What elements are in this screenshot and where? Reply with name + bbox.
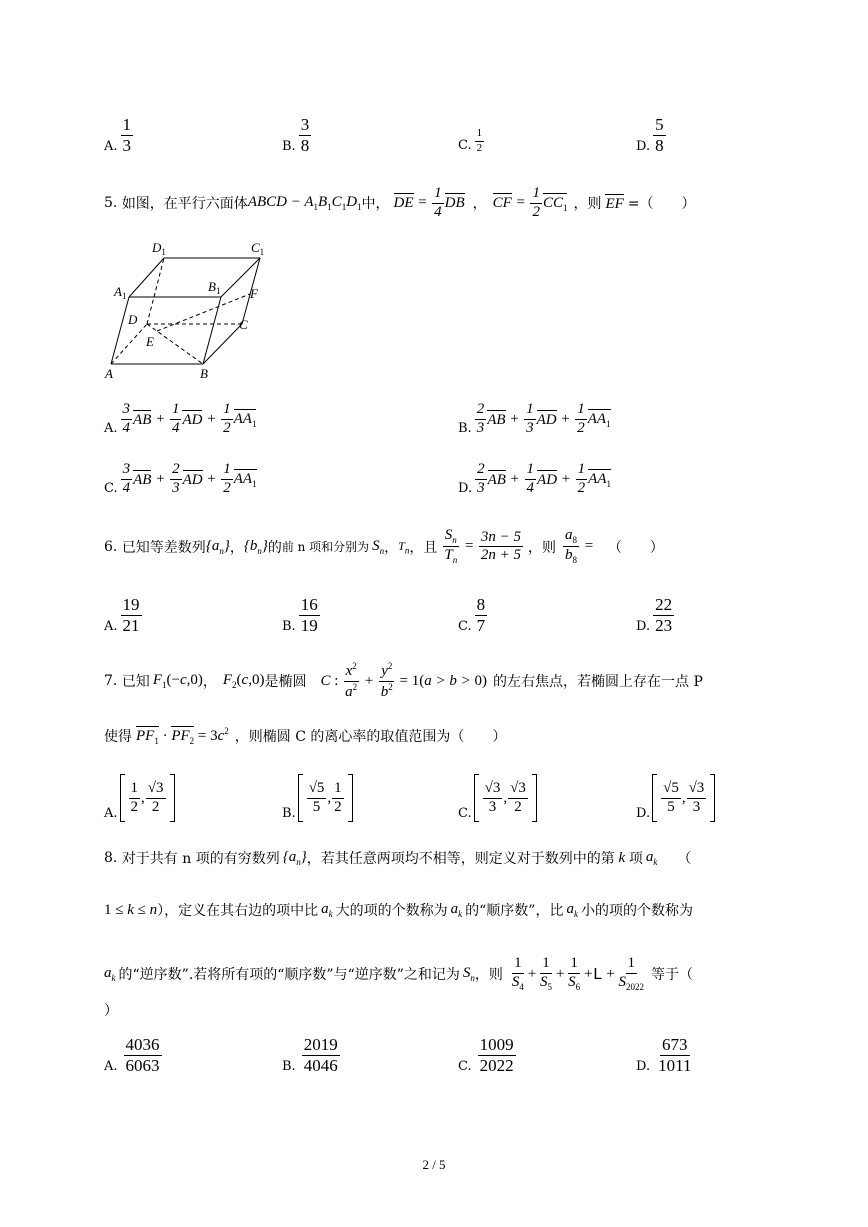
q6-option-a: A. $\frac{19}{21}$ bbox=[104, 595, 140, 635]
q8-stem-line3: $a_k$ 的“逆序数”.若将所有项的“顺序数”与“逆序数”之和记为 $S_n$ ，则 $\frac{1}{S_4}$ + $\frac{1}{S_5}$ + $\frac{1}{S_6}$ + L + $\frac{1}{S_{2022}}$ 等于（ bbox=[104, 955, 694, 992]
sequence-b: $\{b_n\}$ bbox=[243, 537, 268, 556]
vector-ef: EF bbox=[605, 195, 624, 212]
page-number: 2 / 5 bbox=[422, 1157, 446, 1172]
q4-option-c: C. $\frac{1}{2}$ bbox=[458, 127, 483, 154]
label-c: C bbox=[239, 317, 248, 332]
sequence-a: $\{a_n\}$ bbox=[282, 849, 307, 867]
q7-option-a: A. $\frac{1}{2}$ , $\frac{√3}{2}$ bbox=[104, 774, 175, 822]
vector-de-equation: DE = $\frac{1}{4}$ DB bbox=[393, 185, 465, 220]
dot-product-equation: $PF_1 \cdot PF_2 = 3c^2$ bbox=[136, 726, 229, 746]
q6-option-c: C. $\frac{8}{7}$ bbox=[458, 595, 486, 635]
q7-option-c: C. $\frac{√3}{3}$ , $\frac{√3}{2}$ bbox=[458, 774, 537, 822]
label-b1: $B_1$ bbox=[208, 279, 221, 296]
sequence-a: $\{a_n\}$ bbox=[205, 537, 230, 556]
parallelepiped-figure bbox=[100, 236, 280, 384]
label-f: F bbox=[250, 286, 258, 301]
label-a1: $A_1$ bbox=[114, 284, 127, 301]
q4-option-b: B. $\frac{3}{8}$ bbox=[282, 115, 310, 155]
q8-stem-line4: ） bbox=[104, 1003, 118, 1019]
fraction: $\frac{5}{8}$ bbox=[655, 115, 664, 155]
sum-t: $T_n$ bbox=[398, 538, 410, 556]
index-k: k bbox=[614, 849, 629, 866]
q8-option-d: D. $\frac{673}{1011}$ bbox=[636, 1035, 692, 1075]
label-a: A bbox=[105, 366, 113, 381]
vector-cf-equation: CF = $\frac{1}{2}$ $CC_1$ bbox=[492, 185, 568, 220]
fraction: $\frac{1}{3}$ bbox=[122, 115, 132, 155]
k-range: 1 ≤ k ≤ n bbox=[104, 901, 158, 918]
q5-stem: 5. 如图，在平行六面体 ABCD − $A_1B_1C_1D_1$ 中， DE = $\frac{1}{4}$ DB ， CF = $\frac{1}{2}$ $CC_1$ ，则 EF =（ ） bbox=[104, 185, 696, 220]
reciprocal-sum: $\frac{1}{S_4}$ + $\frac{1}{S_5}$ + $\frac{1}{S_6}$ + L + $\frac{1}{S_{2022}}$ bbox=[511, 955, 645, 992]
fraction: $\frac{3}{8}$ bbox=[300, 115, 310, 155]
label-c1: $C_1$ bbox=[251, 240, 265, 257]
label-d1: $D_1$ bbox=[152, 240, 166, 257]
q6-option-d: D. $\frac{22}{23}$ bbox=[636, 595, 673, 635]
q8-option-a: A. $\frac{4036}{6063}$ bbox=[104, 1035, 160, 1075]
label-b: B bbox=[200, 366, 208, 381]
q5-option-d: D. $\frac{2}{3}$ AB + $\frac{1}{4}$ AD + $\frac{1}{2}$ $AA_1$ bbox=[458, 461, 611, 496]
q8-stem: 8. 对于共有 n 项的有穷数列 $\{a_n\}$ ，若其任意两项均不相等，则定义对于数列中的第 k 项 $a_k$ （ bbox=[104, 849, 692, 867]
sum-s: $S_n$ bbox=[372, 537, 385, 556]
q4-option-d: D. $\frac{5}{8}$ bbox=[636, 115, 664, 155]
ellipse-equation: C : $\frac{x^2}{a^2}$ + $\frac{y^2}{b^2}$ = 1( a > b > 0) bbox=[320, 661, 487, 700]
fraction: $\frac{1}{2}$ bbox=[476, 127, 483, 154]
q6-stem: 6. 已知等差数列 $\{a_n\}$ ， $\{b_n\}$ 的 前 n 项和分别为 $S_n$ ， $T_n$ ，且 $\frac{S_n}{T_n}$ = $\frac{3n - 5}{2n + 5}$ ，则 $\frac{a_8}{b_8}$ = （ ） bbox=[104, 527, 664, 566]
q5-option-a: A. $\frac{3}{4}$ AB + $\frac{1}{4}$ AD + $\frac{1}{2}$ $AA_1$ bbox=[104, 401, 257, 436]
q5-option-c: C. $\frac{3}{4}$ AB + $\frac{2}{3}$ AD + $\frac{1}{2}$ $AA_1$ bbox=[104, 461, 257, 496]
q7-option-b: B. $\frac{√5}{5}$ , $\frac{1}{2}$ bbox=[282, 774, 353, 822]
q8-option-c: C. $\frac{1009}{2022}$ bbox=[458, 1035, 514, 1075]
target-ratio: $\frac{a_8}{b_8}$ = bbox=[564, 527, 594, 566]
label-e: E bbox=[146, 334, 154, 349]
label-d: D bbox=[128, 312, 138, 327]
ratio-equation: $\frac{S_n}{T_n}$ = $\frac{3n - 5}{2n + 5}$ bbox=[444, 527, 521, 566]
q7-option-d: D. $\frac{√5}{5}$ , $\frac{√3}{3}$ bbox=[636, 774, 715, 822]
solid-name: ABCD − $A_1B_1C_1D_1$ bbox=[247, 194, 362, 213]
focus-f1: $F_1(-c,0)$ bbox=[152, 672, 203, 691]
q5-option-b: B. $\frac{2}{3}$ AB + $\frac{1}{3}$ AD + $\frac{1}{2}$ $AA_1$ bbox=[458, 401, 611, 436]
q8-option-b: B. $\frac{2019}{4046}$ bbox=[282, 1035, 338, 1075]
term-ak: $a_k$ bbox=[645, 849, 658, 867]
q7-stem: 7. 已知 $F_1(-c,0)$ ， $F_2(c,0)$ 是椭圆 C : $\frac{x^2}{a^2}$ + $\frac{y^2}{b^2}$ = 1( a > b > 0) 的左右焦点，若椭圆上存在一点 P bbox=[104, 661, 703, 700]
q6-option-b: B. $\frac{16}{19}$ bbox=[282, 595, 318, 635]
q7-stem-line2: 使得 $PF_1 \cdot PF_2 = 3c^2$ ，则椭圆 C 的离心率的取值范围为（ ） bbox=[104, 726, 507, 746]
focus-f2: $F_2(c,0)$ bbox=[222, 672, 265, 691]
q8-stem-line2: 1 ≤ k ≤ n ），定义在其右边的项中比 $a_k$ 大的项的个数称为 $a_k$ 的“顺序数”，比 $a_k$ 小的项的个数称为 bbox=[104, 901, 693, 919]
q4-option-a: A. $\frac{1}{3}$ bbox=[104, 115, 132, 155]
